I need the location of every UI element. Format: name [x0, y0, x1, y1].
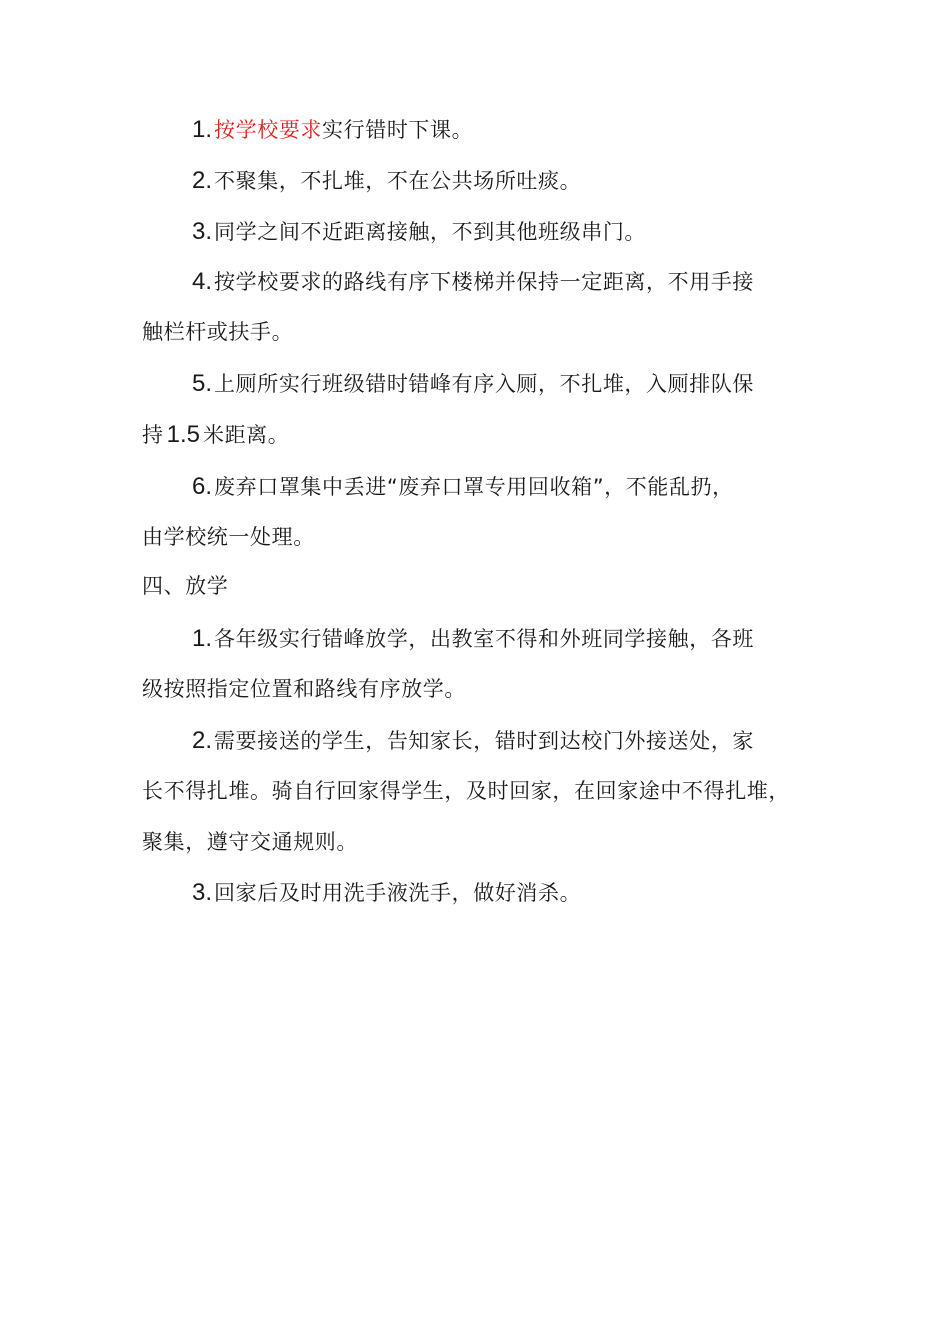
item-number: 4. [192, 268, 213, 295]
item-text-line2: 触栏杆或扶手。 [142, 320, 294, 344]
item-text: 不聚集，不扎堆，不在公共场所吐痰。 [214, 169, 582, 193]
item-text-line1: 各年级实行错峰放学，出教室不得和外班同学接触，各班 [214, 627, 755, 651]
item-text-line2-pre: 持 [142, 423, 164, 447]
item-number: 5. [192, 370, 213, 397]
item-text-line3: 聚集，遵守交通规则。 [142, 830, 358, 854]
item-number: 3. [192, 218, 213, 245]
item-text-line2: 级按照指定位置和路线有序放学。 [142, 677, 466, 701]
item-text: 同学之间不近距离接触，不到其他班级串门。 [214, 220, 647, 244]
item-text-line2-post: 米距离。 [202, 423, 290, 447]
list-item-2 [142, 155, 842, 206]
item-number: 2. [192, 167, 213, 194]
item-text-line2: 由学校统一处理。 [142, 525, 315, 549]
dismissal-item-2 [142, 715, 842, 868]
item-number: 1. [192, 625, 213, 652]
list-item-3 [142, 206, 842, 257]
item-text: 回家后及时用洗手液洗手，做好消杀。 [214, 881, 582, 905]
section-heading: 四、放学 [142, 574, 229, 598]
item-number: 1. [192, 116, 213, 143]
item-text-line2: 长不得扎堆。骑自行回家得学生，及时回家，在回家途中不得扎堆， [142, 779, 790, 803]
item-text-line1: 上厕所实行班级错时错峰有序入厕，不扎堆，入厕排队保 [214, 372, 755, 396]
highlighted-text: 按学校要求 [214, 118, 323, 142]
list-item-6 [142, 461, 842, 563]
dismissal-item-1 [142, 613, 842, 715]
list-item-1 [142, 104, 842, 155]
item-number: 2. [192, 727, 213, 754]
distance-value: 1.5 [166, 421, 200, 448]
item-number: 6. [192, 473, 213, 500]
item-text-line1: 废弃口罩集中丢进“废弃口罩专用回收箱”，不能乱扔， [214, 475, 734, 499]
item-number: 3. [192, 879, 213, 906]
item-text: 实行错时下课。 [322, 118, 474, 142]
item-text-line1: 按学校要求的路线有序下楼梯并保持一定距离，不用手接 [214, 270, 755, 294]
dismissal-item-3 [142, 867, 842, 918]
item-text-line1: 需要接送的学生，告知家长，错时到达校门外接送处，家 [214, 729, 755, 753]
list-item-4 [142, 256, 842, 358]
list-item-5 [142, 358, 842, 460]
